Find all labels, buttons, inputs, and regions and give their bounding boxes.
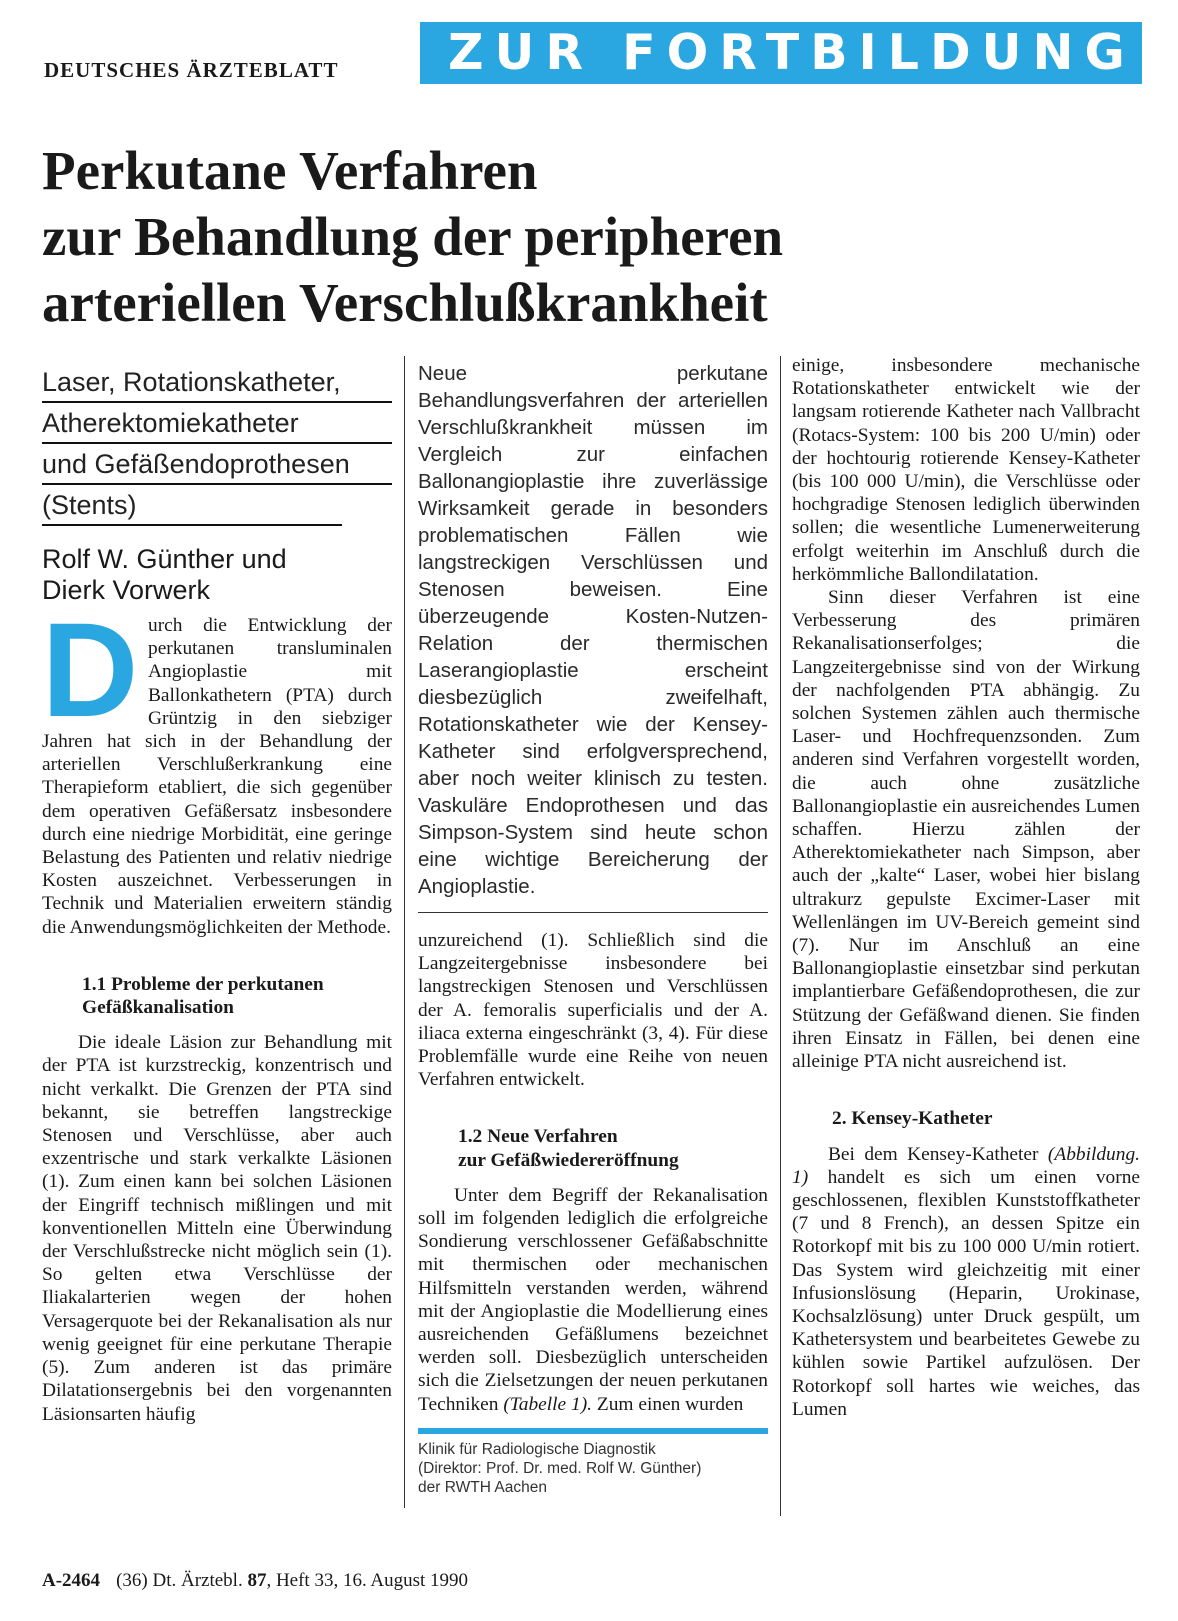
body-paragraph: einige, insbesondere mechanische Rotationskatheter entwickelt wie der langsam rotierende Katheter nach Vallbracht (Rotacs-System: 100 bis 200 U/min) oder der hochtourig rotierende Kensey-Katheter (bis 100 000 U/min), die Verschlüsse oder hochgradige Stenosen lediglich überwinden sollen; die wesentliche Lumenerweiterung erfolgt weiterhin im Anschluß durch die herkömmliche Ballondilatation. [792, 355, 1140, 585]
body-paragraph [418, 1184, 768, 1416]
subtitle-line: Laser, Rotationskatheter, [42, 362, 392, 403]
heading-line: Gefäßkanalisation [82, 997, 234, 1019]
citation-text: (36) Dt. Ärztebl. [116, 1570, 248, 1591]
drop-cap [42, 618, 138, 722]
drop-cap-letter: D [42, 618, 138, 722]
figure-reference: (Abbildung. 1) [792, 1143, 1140, 1188]
journal-masthead: DEUTSCHES ÄRZTEBLATT [44, 58, 339, 82]
author-byline [42, 544, 392, 606]
author-affiliation [418, 1440, 768, 1497]
volume-number: 87 [247, 1570, 267, 1591]
text-run: Unter dem Begriff der Rekanalisation soll im folgenden lediglich die erfolgreiche Sondierung verschlossener Gefäßabschnitte mit thermischen oder mechanischen Hilfsmitteln verstanden werden, während mit der Angioplastie die Modellierung eines ausreichenden Gefäßlumens bezeichnet werden soll. Diesbezüglich unterscheiden sich die Zielsetzungen der neuen perkutanen Techniken [418, 1184, 768, 1415]
page-footer [42, 1570, 468, 1592]
page-number: A-2464 [42, 1570, 101, 1591]
text-run: Zum einen wurden [592, 1393, 744, 1415]
author-line: Dierk Vorwerk [42, 575, 211, 605]
title-line: arteriellen Verschlußkrankheit [42, 272, 768, 333]
heading-line: 1.2 Neue Verfahren [458, 1126, 618, 1148]
article-subtitle [42, 362, 392, 526]
body-paragraph: Die ideale Läsion zur Behandlung mit der PTA ist kurzstreckig, konzentrisch und nicht verkalkt. Die Grenzen der PTA sind bekannt, sie betreffen langstreckige Stenosen und Verschlüsse, aber auch exzentrische und stark verkalkte Läsionen (1). Zum einen kann bei solchen Läsionen der Eingriff technisch mißlingen und mit konventionellen Mitteln eine Überwindung der Verschlußstrecke nicht möglich sein (1). So gelten etwa Verschlüsse der Iliakalarterien wegen der hohen Versagerquote bei der Rekanalisation als nur wenig geeignet für eine perkutane Therapie (5). Zum anderen ist das primäre Dilatationsergebnis bei den vorgenannten Läsionsarten häufig [42, 1032, 392, 1425]
section-heading-1-1 [82, 973, 392, 1019]
column-right [792, 354, 1140, 1421]
intro-text [42, 614, 392, 939]
subtitle-line: Atherektomiekatheter [42, 403, 392, 444]
column-divider [404, 356, 405, 1508]
affiliation-line: der RWTH Aachen [418, 1478, 547, 1496]
column-divider [780, 356, 781, 1516]
heading-line: zur Gefäßwiedereröffnung [458, 1149, 679, 1171]
author-line: Rolf W. Günther und [42, 544, 287, 574]
section-banner: ZUR FORTBILDUNG [420, 22, 1142, 84]
section-heading-1-2 [458, 1125, 768, 1171]
abstract-box: Neue perkutane Behandlungsverfahren der arteriellen Verschlußkrankheit müssen im Vergleich zur einfachen Ballonangioplastie ihre zuverlässige Wirksamkeit gerade in besonders problematischen Fällen wie langstreckigen Verschlüssen und Stenosen beweisen. Eine überzeugende Kosten-Nutzen-Relation der thermischen Laserangioplastie erscheint diesbezüglich zweifelhaft, Rotationskatheter wie der Kensey-Katheter sind erfolgversprechend, aber noch weiter klinisch zu testen. Vaskuläre Endoprothesen und das Simpson-System sind heute schon eine wichtige Bereicherung der Angioplastie. [418, 362, 768, 898]
body-paragraph: Sinn dieser Verfahren ist eine Verbesserung des primären Rekanalisationserfolges; die Langzeitergebnisse sind von der Wirkung der nachfolgenden PTA abhängig. Zu solchen Systemen zählen auch thermische Laser- und Hochfrequenzsonden. Zum anderen sind Verfahren vorgestellt worden, die auch ohne zusätzliche Ballonangioplastie ein ausreichendes Lumen schaffen. Hierzu zählen der Atherektomiekatheter nach Simpson, aber auch der „kalte“ Laser, wobei hier bislang ultrakurz gepulste Excimer-Laser mit Wellenlängen im UV-Bereich gemeint sind (7). Nur im Anschluß an eine Ballonangioplastie einsetzbar sind perkutan implantierbare Gefäßendoprothesen, die zur Stützung der Gefäßwand dienen. Sie finden ihren Einsatz in Fällen, bei denen eine alleinige PTA nicht ausreichend ist. [792, 587, 1140, 1073]
text-run: handelt es sich um einen vorne geschlossenen, flexiblen Kunststoffkatheter (7 und 8 French), an dessen Spitze ein Rotorkopf mit bis zu 100 000 U/min rotiert. Das System wird gleichzeitig mit einer Infusionslösung (Heparin, Urokinase, Kochsalzlösung) unter Druck gespült, um Kathetersystem und bearbeitetes Gewebe zu kühlen sowie Partikel aufzulösen. Der Rotorkopf soll hartes wie weiches, das Lumen [792, 1166, 1140, 1420]
intro-paragraph: urch die Entwicklung der perkutanen transluminalen Angioplastie mit Ballonkathetern (PTA) durch Grüntzig in den siebziger Jahren hat sich in der Behandlung der arteriellen Verschlußerkrankung eine Therapieform etabliert, die sich gegenüber dem operativen Gefäßersatz insbesondere durch eine niedrige Morbidität, eine geringe Belastung des Patienten und relativ niedrige Kosten auszeichnet. Verbesserungen in Technik und Materialien erweitern ständig die Anwendungsmöglichkeiten der Methode. [42, 615, 392, 938]
affiliation-line: (Direktor: Prof. Dr. med. Rolf W. Günther) [418, 1459, 702, 1477]
citation-text: , Heft 33, 16. August 1990 [266, 1570, 469, 1591]
column-middle [418, 360, 768, 1497]
table-reference: (Tabelle 1). [503, 1393, 593, 1415]
title-line: zur Behandlung der peripheren [42, 206, 784, 267]
affiliation-line: Klinik für Radiologische Diagnostik [418, 1440, 656, 1458]
affiliation-rule [418, 1428, 768, 1434]
section-heading-2: 2. Kensey-Katheter [832, 1108, 993, 1130]
body-paragraph [792, 1143, 1140, 1421]
subtitle-line: und Gefäßendoprothesen [42, 444, 392, 485]
title-line: Perkutane Verfahren [42, 140, 538, 201]
heading-line: 1.1 Probleme der perkutanen [82, 973, 324, 995]
column-left [42, 362, 392, 1426]
abstract-divider [418, 912, 768, 913]
article-title [42, 138, 1142, 336]
body-paragraph: unzureichend (1). Schließlich sind die Langzeitergebnisse insbesondere bei langstreckigen Stenosen und Verschlüssen der A. femoralis superficialis und der A. iliaca externa eingeschränkt (3, 4). Für diese Problemfälle wurde eine Reihe von neuen Verfahren entwickelt. [418, 930, 768, 1091]
text-run: Bei dem Kensey-Katheter [828, 1143, 1048, 1165]
subtitle-line: (Stents) [42, 485, 342, 526]
